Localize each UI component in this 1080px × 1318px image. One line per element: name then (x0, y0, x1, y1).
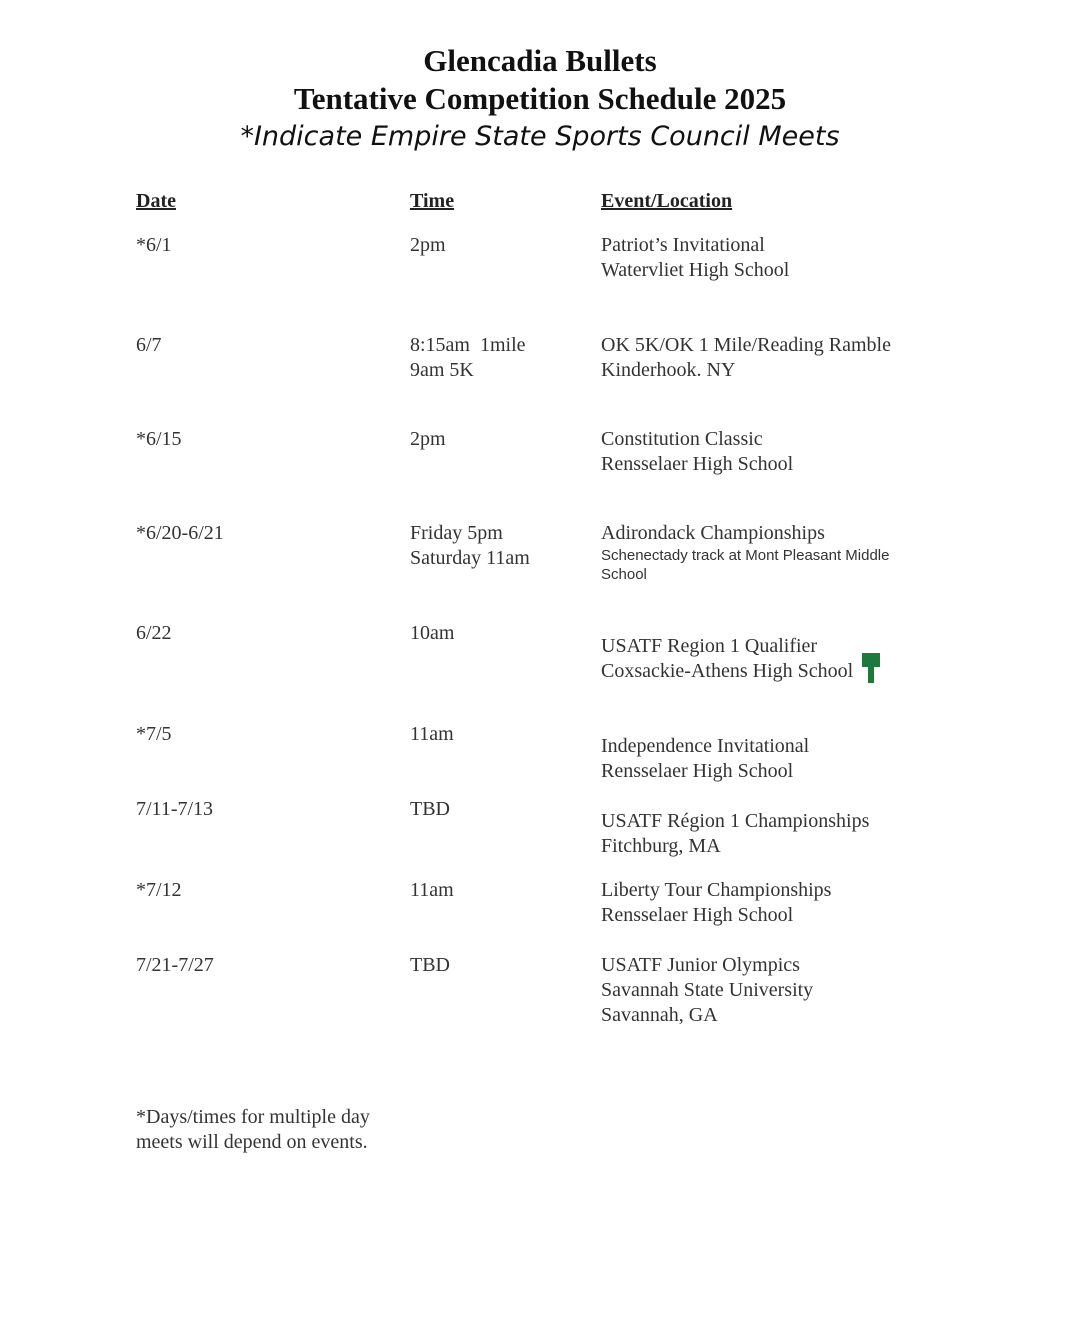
row-6-event-name: Independence Invitational (601, 735, 810, 757)
row-8-event (601, 878, 831, 928)
row-2-event-location: Kinderhook. NY (601, 359, 736, 381)
row-8-time-line: 11am (410, 879, 454, 901)
row-5-event-location: Coxsackie-Athens High School (601, 660, 854, 682)
row-3-event-name: Constitution Classic (601, 428, 763, 450)
row-3-time (410, 427, 446, 452)
text-cursor-marker[interactable] (862, 653, 880, 683)
row-5-date: 6/22 (136, 622, 172, 644)
row-2-date: 6/7 (136, 334, 162, 356)
row-1-event (601, 233, 789, 283)
row-3-event (601, 427, 793, 477)
row-1-event-location: Watervliet High School (601, 259, 790, 281)
row-8-time (410, 878, 454, 903)
row-2-time-line-2: 9am 5K (410, 359, 474, 381)
row-5-time (410, 621, 454, 646)
subtitle: *Indicate Empire State Sports Council Meets (240, 121, 840, 152)
row-4-time-line-2: Saturday 11am (410, 547, 530, 569)
row-3-date: *6/15 (136, 428, 182, 450)
row-4-time (410, 521, 530, 571)
row-1-event-name: Patriot’s Invitational (601, 234, 765, 256)
row-1-time-line: 2pm (410, 234, 446, 256)
row-7-time (410, 797, 450, 822)
row-7-event (601, 809, 869, 859)
row-8-event-name: Liberty Tour Championships (601, 879, 832, 901)
row-1-time (410, 233, 446, 258)
row-8-date: *7/12 (136, 879, 182, 901)
row-6-time (410, 722, 454, 747)
row-9-time-line: TBD (410, 954, 450, 976)
row-9-event (601, 953, 813, 1028)
row-4-date: *6/20-6/21 (136, 522, 224, 544)
row-3-event-location: Rensselaer High School (601, 453, 794, 475)
row-5-time-line: 10am (410, 622, 455, 644)
footnote-line-2: meets will depend on events. (136, 1131, 368, 1153)
row-7-time-line: TBD (410, 798, 450, 820)
cursor-marker-stem (868, 665, 874, 683)
row-5-event (601, 634, 853, 684)
title-line-1: Glencadia Bullets (423, 43, 657, 78)
row-6-event (601, 734, 809, 784)
row-6-date: *7/5 (136, 723, 172, 745)
row-4-event (601, 521, 921, 584)
row-9-event-location-2: Savannah, GA (601, 1004, 718, 1026)
row-4-event-name: Adirondack Championships (601, 522, 825, 544)
row-6-time-line: 11am (410, 723, 454, 745)
row-5-event-name: USATF Region 1 Qualifier (601, 635, 818, 657)
row-9-time (410, 953, 450, 978)
row-2-event (601, 333, 891, 383)
row-9-date: 7/21-7/27 (136, 954, 214, 976)
title-line-2: Tentative Competition Schedule 2025 (293, 81, 787, 116)
row-7-event-name: USATF Région 1 Championships (601, 810, 870, 832)
footnote-line-1: *Days/times for multiple day (136, 1106, 370, 1128)
row-6-event-location: Rensselaer High School (601, 760, 794, 782)
row-2-time-line-1: 8:15am 1mile (410, 334, 526, 356)
row-4-event-location: Schenectady track at Mont Pleasant Middle School (601, 547, 890, 583)
row-2-time (410, 333, 526, 383)
column-header-event: Event/Location (601, 190, 733, 212)
row-8-event-location: Rensselaer High School (601, 904, 794, 926)
footnote (136, 1105, 436, 1155)
row-4-time-line-1: Friday 5pm (410, 522, 503, 544)
row-9-event-location-1: Savannah State University (601, 979, 814, 1001)
row-9-event-name: USATF Junior Olympics (601, 954, 800, 976)
column-header-time: Time (410, 190, 455, 212)
row-3-time-line: 2pm (410, 428, 446, 450)
column-header-date: Date (136, 190, 176, 212)
row-2-event-name: OK 5K/OK 1 Mile/Reading Ramble (601, 334, 891, 356)
row-1-date: *6/1 (136, 234, 172, 256)
row-7-date: 7/11-7/13 (136, 798, 214, 820)
row-7-event-location: Fitchburg, MA (601, 835, 721, 857)
